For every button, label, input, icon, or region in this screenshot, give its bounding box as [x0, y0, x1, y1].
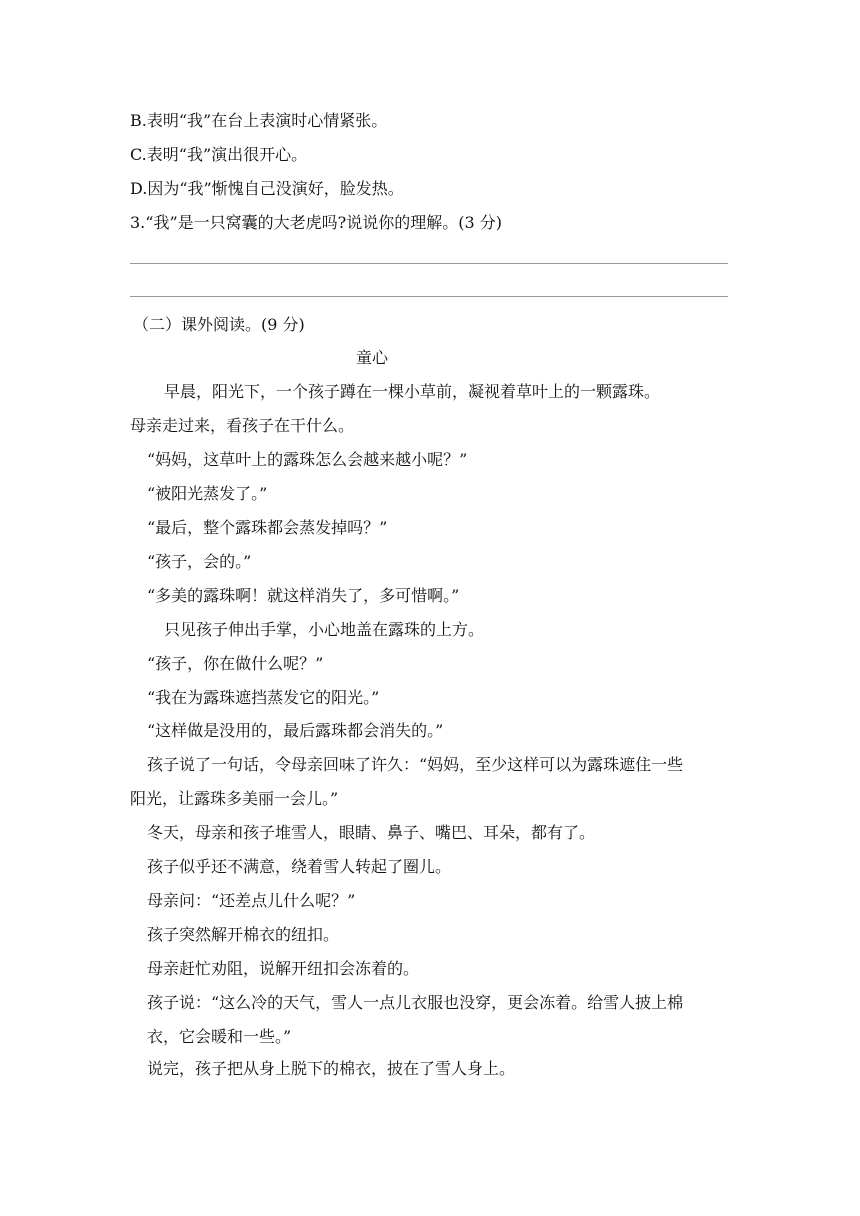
passage-title: 童心 — [356, 348, 389, 367]
passage-line: 孩子说了一句话，令母亲回味了许久：“妈妈，至少这样可以为露珠遮住一些 — [147, 755, 684, 774]
passage-line: “妈妈，这草叶上的露珠怎么会越来越小呢？” — [147, 450, 468, 469]
passage-line: “多美的露珠啊！就这样消失了，多可惜啊。” — [147, 586, 460, 605]
passage-line: 母亲问：“还差点儿什么呢？” — [147, 891, 356, 910]
passage-line: “被阳光蒸发了。” — [147, 484, 268, 503]
passage-line: 早晨，阳光下，一个孩子蹲在一棵小草前，凝视着草叶上的一颗露珠。 — [164, 382, 661, 401]
passage-line: 阳光，让露珠多美丽一会儿。” — [130, 789, 339, 808]
option-c: C.表明“我”演出很开心。 — [130, 145, 308, 164]
passage-line: “最后，整个露珠都会蒸发掉吗？” — [147, 518, 388, 537]
passage-line: 孩子说：“这么冷的天气，雪人一点儿衣服也没穿，更会冻着。给雪人披上棉 — [147, 993, 684, 1012]
passage-line: 母亲走过来，看孩子在干什么。 — [130, 416, 355, 435]
passage-line: 说完，孩子把从身上脱下的棉衣，披在了雪人身上。 — [147, 1059, 516, 1078]
passage-line: “孩子，你在做什么呢？” — [147, 654, 324, 673]
passage-line: 只见孩子伸出手掌，小心地盖在露珠的上方。 — [164, 620, 485, 639]
question-3: 3.“我”是一只窝囊的大老虎吗?说说你的理解。(3 分) — [130, 213, 502, 232]
passage-line: 孩子似乎还不满意，绕着雪人转起了圈儿。 — [147, 857, 452, 876]
passage-line: 衣，它会暖和一些。” — [147, 1027, 292, 1046]
section-heading: （二）课外阅读。(9 分) — [133, 315, 305, 334]
answer-line-2 — [130, 296, 728, 297]
answer-line-1 — [130, 263, 728, 264]
passage-line: 孩子突然解开棉衣的纽扣。 — [147, 925, 340, 944]
passage-line: 母亲赶忙劝阻，说解开纽扣会冻着的。 — [147, 959, 420, 978]
option-b: B.表明“我”在台上表演时心情紧张。 — [130, 111, 388, 130]
passage-line: “这样做是没用的，最后露珠都会消失的。” — [147, 721, 444, 740]
passage-line: 冬天，母亲和孩子堆雪人，眼睛、鼻子、嘴巴、耳朵，都有了。 — [147, 823, 596, 842]
passage-line: “我在为露珠遮挡蒸发它的阳光。” — [147, 688, 380, 707]
option-d: D.因为“我”惭愧自己没演好，脸发热。 — [130, 179, 404, 198]
passage-line: “孩子，会的。” — [147, 552, 252, 571]
